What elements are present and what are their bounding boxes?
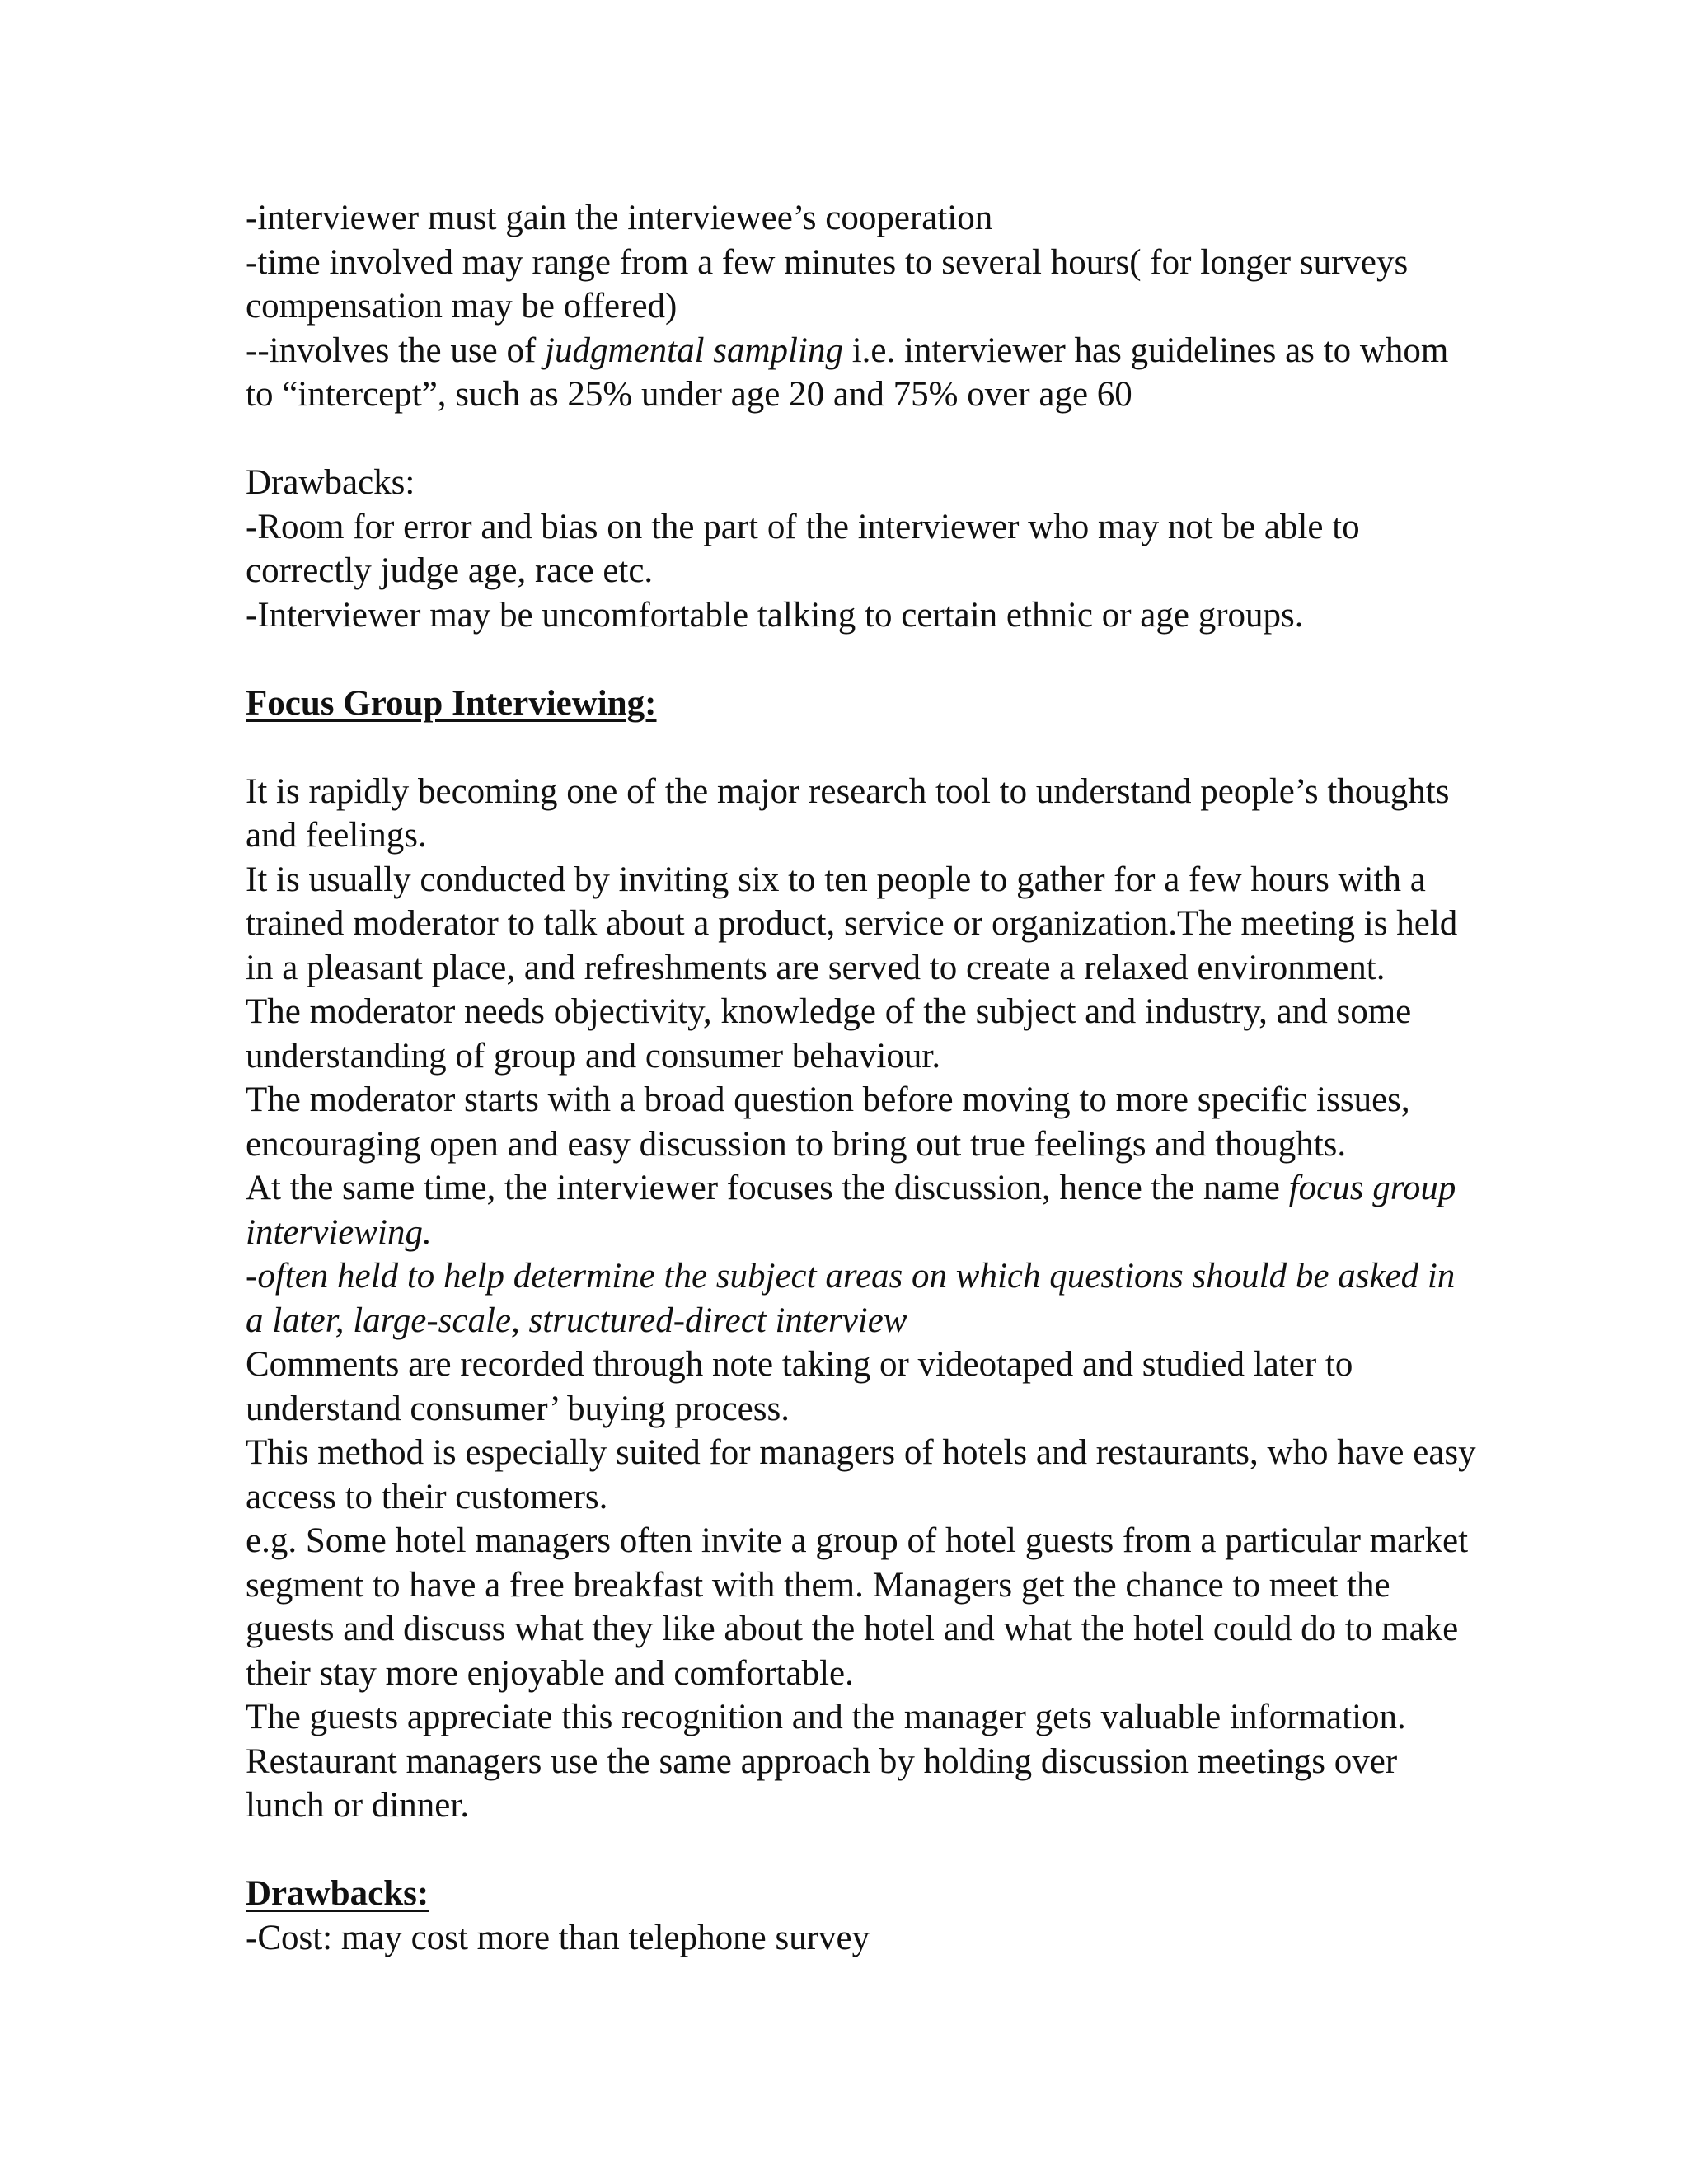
text-line: lunch or dinner. [246, 1786, 470, 1825]
text-line: compensation may be offered) [246, 287, 678, 326]
text-line: understand consumer’ buying process. [246, 1389, 790, 1428]
drawbacks-label: Drawbacks: [246, 463, 415, 502]
text-line: their stay more enjoyable and comfortable. [246, 1653, 854, 1693]
text-run: --involves the use of [246, 330, 546, 370]
text-line: correctly judge age, race etc. [246, 551, 654, 590]
paragraph-gap [246, 1828, 1597, 1872]
section-heading: Drawbacks: [246, 1874, 429, 1913]
text-line: to “intercept”, such as 25% under age 20 and 75% over age 60 [246, 375, 1132, 414]
text-line: guests and discuss what they like about the hotel and what the hotel could do to make [246, 1610, 1459, 1648]
italic-line: a later, large-scale, structured-direct interview [246, 1301, 907, 1340]
text-line: It is usually conducted by inviting six to ten people to gather for a few hours with a [246, 860, 1426, 899]
text-line: trained moderator to talk about a product, service or organization.The meeting is held [246, 904, 1458, 943]
text-line: and feelings. [246, 816, 427, 855]
text-line: -Interviewer may be uncomfortable talking to certain ethnic or age groups. [246, 595, 1304, 635]
italic-line: -often held to help determine the subject areas on which questions should be asked in [246, 1257, 1456, 1296]
paragraph-gap [246, 637, 1597, 682]
text-line: -time involved may range from a few minutes to several hours( for longer surveys [246, 242, 1409, 282]
text-line: The moderator starts with a broad question before moving to more specific issues, [246, 1080, 1410, 1119]
text-line: encouraging open and easy discussion to bring out true feelings and thoughts. [246, 1124, 1347, 1164]
text-line: Restaurant managers use the same approach by holding discussion meetings over [246, 1741, 1398, 1781]
text-line: -interviewer must gain the interviewee’s cooperation [246, 199, 993, 237]
italic-term: focus group [1288, 1169, 1456, 1207]
text-line [246, 1166, 1597, 1211]
italic-term: judgmental sampling [545, 330, 843, 370]
text-run: At the same time, the interviewer focuses the discussion, hence the name [246, 1169, 1289, 1207]
paragraph-gap [246, 725, 1597, 770]
document-body [246, 196, 1597, 1960]
italic-line: interviewing. [246, 1212, 432, 1252]
text-line: The guests appreciate this recognition and the manager gets valuable information. [246, 1698, 1406, 1736]
text-line: e.g. Some hotel managers often invite a group of hotel guests from a particular market [246, 1521, 1469, 1560]
text-line: -Cost: may cost more than telephone survey [246, 1918, 870, 1957]
text-line: access to their customers. [246, 1477, 608, 1516]
text-line: understanding of group and consumer behaviour. [246, 1036, 941, 1076]
text-line: Comments are recorded through note taking or videotaped and studied later to [246, 1345, 1353, 1384]
text-line [246, 329, 1597, 373]
text-line: This method is especially suited for managers of hotels and restaurants, who have easy [246, 1433, 1476, 1472]
text-line: in a pleasant place, and refreshments are served to create a relaxed environment. [246, 948, 1386, 987]
text-line: The moderator needs objectivity, knowledge of the subject and industry, and some [246, 992, 1412, 1031]
text-line: -Room for error and bias on the part of the interviewer who may not be able to [246, 507, 1360, 546]
paragraph-gap [246, 417, 1597, 462]
text-line: segment to have a free breakfast with them. Managers get the chance to meet the [246, 1565, 1390, 1605]
text-line: It is rapidly becoming one of the major research tool to understand people’s thoughts [246, 771, 1450, 811]
text-run: i.e. interviewer has guidelines as to whom [842, 330, 1449, 370]
section-heading: Focus Group Interviewing: [246, 683, 657, 723]
